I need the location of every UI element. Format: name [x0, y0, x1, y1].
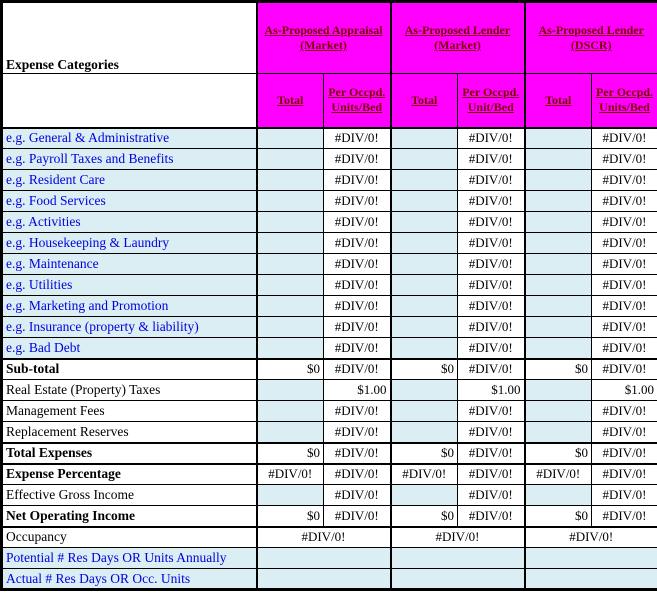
value-cell[interactable]: #DIV/0!: [592, 296, 657, 317]
value-cell[interactable]: [525, 191, 592, 212]
table-row: [2, 464, 657, 485]
value-cell[interactable]: [257, 296, 324, 317]
subheader-per-occpd-3[interactable]: Per Occpd. Units/Bed: [592, 74, 657, 128]
value-cell[interactable]: #DIV/0!: [592, 254, 657, 275]
table-row: [2, 485, 657, 506]
value-cell[interactable]: $0: [391, 506, 458, 527]
value-cell[interactable]: $0: [525, 443, 592, 464]
value-cell[interactable]: [391, 569, 525, 590]
corner-expense-categories-cell[interactable]: Expense Categories: [2, 2, 257, 74]
value-cell[interactable]: [391, 380, 458, 401]
value-cell[interactable]: [391, 485, 458, 506]
value-cell[interactable]: #DIV/0!: [458, 443, 525, 464]
value-cell[interactable]: [525, 149, 592, 170]
row-label-cell[interactable]: e.g. Housekeeping & Laundry: [2, 233, 257, 254]
value-cell[interactable]: #DIV/0!: [458, 317, 525, 338]
value-cell[interactable]: [525, 422, 592, 443]
value-cell[interactable]: [257, 338, 324, 359]
row-label-cell[interactable]: Management Fees: [2, 401, 257, 422]
value-cell[interactable]: #DIV/0!: [458, 170, 525, 191]
row-label-cell[interactable]: e.g. Payroll Taxes and Benefits: [2, 149, 257, 170]
value-cell[interactable]: #DIV/0!: [525, 527, 657, 548]
value-cell[interactable]: $0: [391, 443, 458, 464]
value-cell[interactable]: #DIV/0!: [324, 443, 391, 464]
row-label-cell[interactable]: Effective Gross Income: [2, 485, 257, 506]
value-cell[interactable]: [257, 149, 324, 170]
group-header-appraisal-market[interactable]: As-Proposed Appraisal (Market): [257, 2, 391, 74]
value-cell[interactable]: #DIV/0!: [458, 254, 525, 275]
table-row: [2, 212, 657, 233]
value-cell[interactable]: [525, 170, 592, 191]
value-cell[interactable]: #DIV/0!: [324, 401, 391, 422]
value-cell[interactable]: [257, 275, 324, 296]
value-cell[interactable]: [391, 191, 458, 212]
row-label-cell[interactable]: Total Expenses: [2, 443, 257, 464]
value-cell[interactable]: #DIV/0!: [324, 170, 391, 191]
value-cell[interactable]: #DIV/0!: [458, 275, 525, 296]
row-label-cell[interactable]: Replacement Reserves: [2, 422, 257, 443]
value-cell[interactable]: #DIV/0!: [458, 233, 525, 254]
table-row: [2, 422, 657, 443]
value-cell[interactable]: [257, 128, 324, 149]
value-cell[interactable]: #DIV/0!: [391, 464, 458, 485]
value-cell[interactable]: [391, 233, 458, 254]
value-cell[interactable]: #DIV/0!: [458, 485, 525, 506]
value-cell[interactable]: #DIV/0!: [458, 212, 525, 233]
expense-table-body: [2, 128, 657, 590]
value-cell[interactable]: $0: [525, 359, 592, 380]
row-label-cell[interactable]: Expense Percentage: [2, 464, 257, 485]
value-cell[interactable]: #DIV/0!: [592, 401, 657, 422]
value-cell[interactable]: [391, 296, 458, 317]
value-cell[interactable]: #DIV/0!: [257, 527, 391, 548]
value-cell[interactable]: [391, 149, 458, 170]
value-cell[interactable]: [391, 254, 458, 275]
row-label-cell[interactable]: Sub-total: [2, 359, 257, 380]
subheader-row: [2, 74, 657, 128]
value-cell[interactable]: #DIV/0!: [592, 464, 657, 485]
value-cell[interactable]: [257, 317, 324, 338]
value-cell[interactable]: $1.00: [458, 380, 525, 401]
value-cell[interactable]: [257, 191, 324, 212]
value-cell[interactable]: $0: [257, 443, 324, 464]
value-cell[interactable]: $1.00: [592, 380, 657, 401]
table-row: [2, 506, 657, 527]
value-cell[interactable]: #DIV/0!: [324, 506, 391, 527]
value-cell[interactable]: #DIV/0!: [324, 422, 391, 443]
table-row: [2, 191, 657, 212]
value-cell[interactable]: #DIV/0!: [458, 401, 525, 422]
value-cell[interactable]: #DIV/0!: [592, 359, 657, 380]
table-row: [2, 254, 657, 275]
value-cell[interactable]: $1.00: [324, 380, 391, 401]
group-header-row: [2, 2, 657, 74]
value-cell[interactable]: [525, 233, 592, 254]
subheader-total-3[interactable]: Total: [525, 74, 592, 128]
corner-empty-cell[interactable]: [2, 74, 257, 128]
value-cell[interactable]: [257, 170, 324, 191]
value-cell[interactable]: #DIV/0!: [257, 464, 324, 485]
value-cell[interactable]: #DIV/0!: [592, 128, 657, 149]
value-cell[interactable]: [391, 422, 458, 443]
row-label-cell[interactable]: Net Operating Income: [2, 506, 257, 527]
table-row: [2, 275, 657, 296]
value-cell[interactable]: [391, 170, 458, 191]
value-cell[interactable]: #DIV/0!: [324, 128, 391, 149]
value-cell[interactable]: #DIV/0!: [324, 275, 391, 296]
value-cell[interactable]: [525, 485, 592, 506]
value-cell[interactable]: #DIV/0!: [458, 359, 525, 380]
subheader-total-1[interactable]: Total: [257, 74, 324, 128]
value-cell[interactable]: #DIV/0!: [592, 443, 657, 464]
value-cell[interactable]: [257, 380, 324, 401]
value-cell[interactable]: [257, 212, 324, 233]
table-row: [2, 296, 657, 317]
value-cell[interactable]: [525, 275, 592, 296]
row-label-cell[interactable]: Actual # Res Days OR Occ. Units: [2, 569, 257, 590]
value-cell[interactable]: [257, 401, 324, 422]
group-header-lender-dscr[interactable]: As-Proposed Lender (DSCR): [525, 2, 657, 74]
subheader-total-2[interactable]: Total: [391, 74, 458, 128]
row-label-cell[interactable]: e.g. Resident Care: [2, 170, 257, 191]
value-cell[interactable]: #DIV/0!: [592, 233, 657, 254]
value-cell[interactable]: #DIV/0!: [324, 296, 391, 317]
value-cell[interactable]: #DIV/0!: [592, 170, 657, 191]
value-cell[interactable]: #DIV/0!: [458, 191, 525, 212]
value-cell[interactable]: [391, 548, 525, 569]
value-cell[interactable]: [525, 401, 592, 422]
value-cell[interactable]: #DIV/0!: [458, 149, 525, 170]
value-cell[interactable]: #DIV/0!: [592, 149, 657, 170]
value-cell[interactable]: [525, 317, 592, 338]
row-label-cell[interactable]: e.g. Activities: [2, 212, 257, 233]
value-cell[interactable]: #DIV/0!: [324, 233, 391, 254]
table-row: [2, 548, 657, 569]
row-label-cell[interactable]: e.g. Bad Debt: [2, 338, 257, 359]
value-cell[interactable]: [525, 338, 592, 359]
value-cell[interactable]: #DIV/0!: [324, 191, 391, 212]
row-label-cell[interactable]: e.g. Marketing and Promotion: [2, 296, 257, 317]
row-label-cell[interactable]: Potential # Res Days OR Units Annually: [2, 548, 257, 569]
value-cell[interactable]: [257, 548, 391, 569]
table-row: [2, 401, 657, 422]
row-label-cell[interactable]: Occupancy: [2, 527, 257, 548]
table-row: [2, 338, 657, 359]
value-cell[interactable]: [525, 212, 592, 233]
value-cell[interactable]: #DIV/0!: [458, 506, 525, 527]
value-cell[interactable]: #DIV/0!: [458, 128, 525, 149]
value-cell[interactable]: #DIV/0!: [592, 422, 657, 443]
subheader-per-occpd-1[interactable]: Per Occpd. Units/Bed: [324, 74, 391, 128]
row-label-cell[interactable]: e.g. Insurance (property & liability): [2, 317, 257, 338]
value-cell[interactable]: #DIV/0!: [324, 464, 391, 485]
value-cell[interactable]: #DIV/0!: [458, 464, 525, 485]
value-cell[interactable]: [525, 380, 592, 401]
table-row: [2, 317, 657, 338]
value-cell[interactable]: #DIV/0!: [458, 296, 525, 317]
value-cell[interactable]: $0: [525, 506, 592, 527]
value-cell[interactable]: [391, 212, 458, 233]
row-label-cell[interactable]: e.g. Maintenance: [2, 254, 257, 275]
value-cell[interactable]: [257, 233, 324, 254]
value-cell[interactable]: [257, 422, 324, 443]
table-row: [2, 128, 657, 149]
value-cell[interactable]: #DIV/0!: [592, 275, 657, 296]
value-cell[interactable]: [391, 317, 458, 338]
value-cell[interactable]: #DIV/0!: [324, 212, 391, 233]
value-cell[interactable]: [525, 548, 657, 569]
value-cell[interactable]: #DIV/0!: [324, 338, 391, 359]
table-row: [2, 527, 657, 548]
value-cell[interactable]: #DIV/0!: [458, 422, 525, 443]
value-cell[interactable]: [391, 338, 458, 359]
value-cell[interactable]: #DIV/0!: [592, 338, 657, 359]
value-cell[interactable]: #DIV/0!: [458, 338, 525, 359]
value-cell[interactable]: #DIV/0!: [592, 317, 657, 338]
table-row: [2, 359, 657, 380]
value-cell[interactable]: #DIV/0!: [592, 506, 657, 527]
value-cell[interactable]: [391, 128, 458, 149]
value-cell[interactable]: [525, 569, 657, 590]
table-row: [2, 170, 657, 191]
row-label-cell[interactable]: e.g. General & Administrative: [2, 128, 257, 149]
value-cell[interactable]: #DIV/0!: [324, 485, 391, 506]
table-row: [2, 569, 657, 590]
value-cell[interactable]: [257, 485, 324, 506]
table-row: [2, 380, 657, 401]
value-cell[interactable]: [257, 254, 324, 275]
value-cell[interactable]: #DIV/0!: [391, 527, 525, 548]
table-header: [2, 2, 657, 128]
value-cell[interactable]: [525, 296, 592, 317]
subheader-per-occpd-2[interactable]: Per Occpd. Unit/Bed: [458, 74, 525, 128]
value-cell[interactable]: [257, 569, 391, 590]
value-cell[interactable]: #DIV/0!: [525, 464, 592, 485]
value-cell[interactable]: #DIV/0!: [324, 254, 391, 275]
table-row: [2, 443, 657, 464]
value-cell[interactable]: #DIV/0!: [592, 191, 657, 212]
table-row: [2, 149, 657, 170]
value-cell[interactable]: #DIV/0!: [324, 149, 391, 170]
value-cell[interactable]: [525, 128, 592, 149]
value-cell[interactable]: [391, 275, 458, 296]
group-header-lender-market[interactable]: As-Proposed Lender (Market): [391, 2, 525, 74]
value-cell[interactable]: #DIV/0!: [324, 317, 391, 338]
row-label-cell[interactable]: e.g. Food Services: [2, 191, 257, 212]
value-cell[interactable]: [391, 401, 458, 422]
value-cell[interactable]: #DIV/0!: [324, 359, 391, 380]
value-cell[interactable]: [525, 254, 592, 275]
value-cell[interactable]: $0: [257, 359, 324, 380]
table-row: [2, 233, 657, 254]
row-label-cell[interactable]: Real Estate (Property) Taxes: [2, 380, 257, 401]
row-label-cell[interactable]: e.g. Utilities: [2, 275, 257, 296]
value-cell[interactable]: $0: [391, 359, 458, 380]
value-cell[interactable]: #DIV/0!: [592, 212, 657, 233]
value-cell[interactable]: $0: [257, 506, 324, 527]
value-cell[interactable]: #DIV/0!: [592, 485, 657, 506]
